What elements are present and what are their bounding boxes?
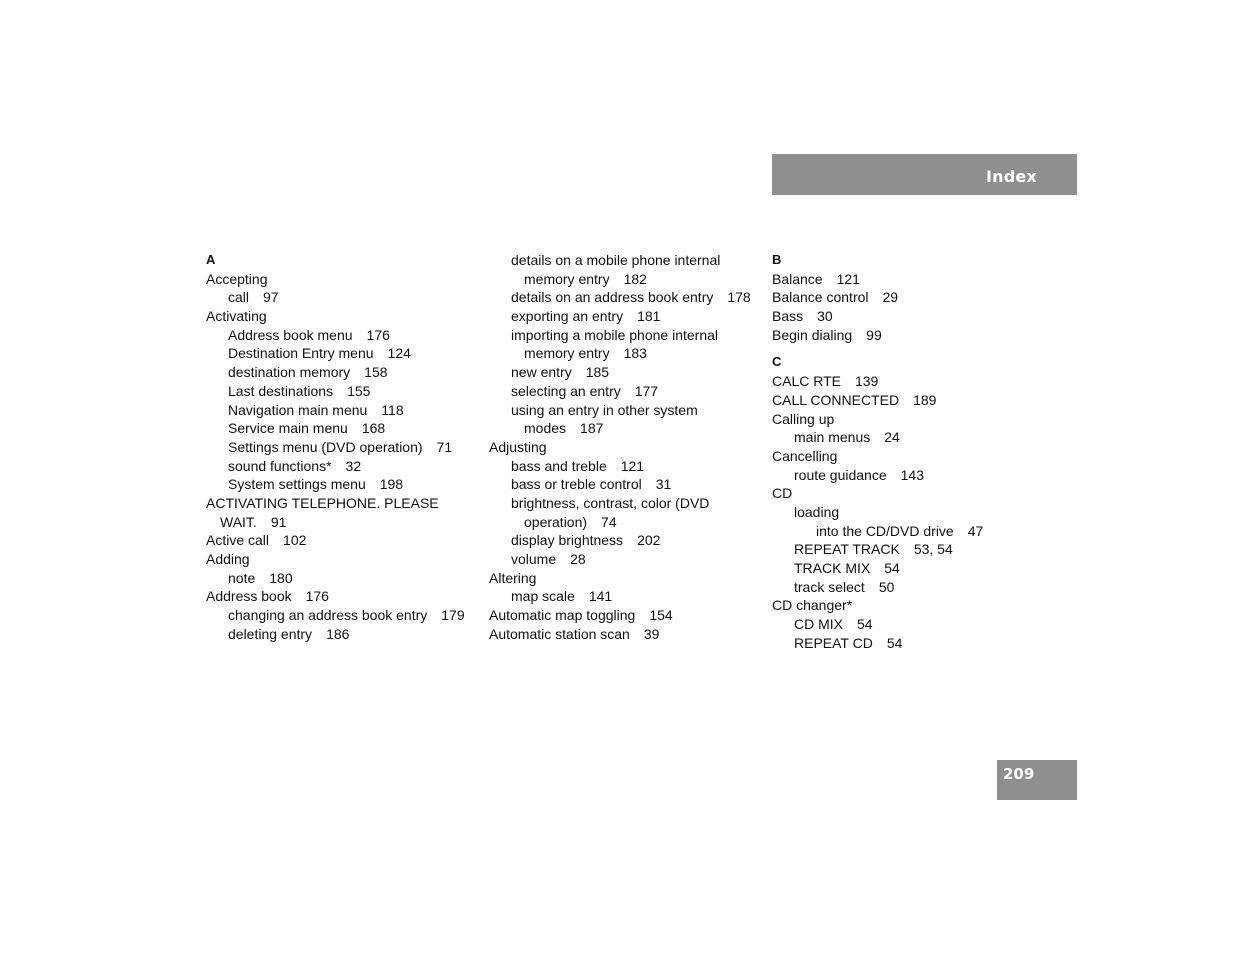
index-entry (206, 475, 476, 494)
index-term: Adding (206, 551, 250, 567)
index-term: Automatic station scan (489, 625, 630, 642)
index-entry (489, 251, 764, 270)
index-page-ref: 176 (366, 326, 390, 343)
index-entry (206, 569, 476, 588)
index-entry (772, 391, 1032, 410)
index-entry (489, 326, 764, 345)
index-entry (489, 401, 764, 420)
index-term: System settings menu (228, 476, 366, 493)
index-term: Active call (206, 532, 270, 549)
index-entry (489, 382, 764, 401)
index-term: Accepting (206, 270, 268, 287)
index-page-ref: 50 (878, 578, 895, 595)
index-entry (772, 596, 1032, 615)
index-entry (206, 625, 476, 644)
index-page-ref: 54 (857, 616, 873, 633)
index-page-ref: 97 (263, 289, 279, 306)
index-page-ref: 182 (623, 270, 647, 287)
index-term: details on a mobile phone internal (511, 252, 721, 268)
index-entry (489, 363, 764, 382)
index-page-ref: 183 (623, 345, 647, 362)
index-term: CALC RTE (772, 373, 841, 390)
index-header-band (772, 154, 1077, 195)
index-entry (206, 382, 476, 401)
index-entry (206, 457, 476, 476)
index-term: Automatic map toggling (489, 607, 636, 624)
index-page-ref: 102 (283, 532, 307, 549)
index-entry (489, 587, 764, 606)
index-letter-heading (772, 251, 1032, 270)
index-term: Cancelling (772, 447, 838, 464)
index-term: exporting an entry (511, 308, 624, 325)
index-page-ref: 143 (900, 466, 924, 483)
index-term: Address book menu (228, 326, 353, 343)
index-term: using an entry in other system (511, 401, 698, 418)
index-term: volume (511, 551, 557, 567)
page-number: 209 (1003, 765, 1035, 783)
index-entry (772, 559, 1032, 578)
index-column-2 (489, 251, 764, 643)
index-page-ref: 181 (637, 308, 661, 325)
index-entry (489, 457, 764, 476)
index-term: CD changer* (772, 597, 853, 614)
index-page-ref: 189 (913, 391, 937, 408)
index-term: Settings menu (DVD operation) (228, 438, 423, 455)
index-entry (206, 606, 476, 625)
index-page-ref: 54 (886, 634, 903, 651)
index-page-ref: 139 (854, 373, 879, 390)
index-entry (489, 531, 764, 550)
index-page-ref: 141 (588, 588, 613, 605)
index-page-ref: 121 (836, 270, 860, 287)
index-page-ref: 154 (649, 607, 673, 624)
index-page-ref: 118 (381, 401, 404, 418)
index-term: details on an address book entry (511, 289, 714, 306)
index-entry (206, 419, 476, 438)
index-term: memory entry (524, 345, 610, 362)
index-entry (772, 428, 1032, 447)
index-entry (772, 634, 1032, 653)
index-term: note (228, 569, 256, 586)
index-term: importing a mobile phone internal (511, 326, 719, 343)
index-entry (489, 438, 764, 457)
index-page-ref: 32 (345, 457, 362, 474)
index-entry (772, 326, 1032, 345)
index-page-ref: 99 (866, 326, 882, 343)
index-page-ref: 180 (269, 569, 293, 586)
index-entry (489, 550, 764, 569)
index-page-ref: 202 (637, 532, 661, 549)
index-entry (206, 326, 476, 345)
index-term: call (228, 289, 250, 306)
index-term: CD MIX (794, 616, 843, 633)
index-term: memory entry (524, 270, 610, 287)
index-page-ref: 47 (967, 522, 984, 539)
index-entry (489, 288, 764, 307)
index-term: destination memory (228, 364, 351, 381)
index-page-ref: 187 (580, 420, 604, 437)
index-page-ref: 155 (347, 382, 371, 399)
index-entry (489, 606, 764, 625)
index-term: deleting entry (228, 625, 313, 642)
index-entry (772, 372, 1032, 391)
index-term: TRACK MIX (794, 560, 871, 576)
index-entry (489, 625, 764, 644)
index-entry (206, 550, 476, 569)
index-term: WAIT. (220, 513, 257, 530)
index-term: Balance (772, 270, 823, 287)
index-term: Adjusting (489, 438, 547, 455)
index-page-ref: 198 (379, 476, 404, 493)
letter-heading-text: A (206, 252, 216, 267)
index-entry (772, 288, 1032, 307)
index-term: selecting an entry (511, 382, 621, 399)
index-entry (772, 270, 1032, 289)
index-entry (489, 513, 764, 532)
index-page-ref: 91 (270, 513, 287, 530)
index-entry (206, 531, 476, 550)
index-term: ACTIVATING TELEPHONE. PLEASE (206, 494, 439, 511)
index-term: Bass (772, 308, 804, 325)
index-entry (772, 410, 1032, 429)
index-entry (206, 587, 476, 606)
index-term: Begin dialing (772, 326, 853, 343)
index-term: main menus (794, 429, 871, 446)
index-term: brightness, contrast, color (DVD (511, 494, 710, 511)
index-term: CALL CONNECTED (772, 391, 900, 408)
index-entry (206, 513, 476, 532)
index-page-ref: 31 (655, 476, 672, 493)
index-entry (206, 288, 476, 307)
index-header-title: Index (986, 167, 1037, 186)
index-term: bass and treble (511, 457, 607, 474)
index-term: Calling up (772, 410, 835, 427)
index-term: track select (794, 578, 865, 595)
index-page-ref: 186 (326, 625, 350, 642)
index-term: Destination Entry menu (228, 345, 374, 362)
index-term: sound functions* (228, 457, 332, 474)
index-entry (206, 494, 476, 513)
index-page-ref: 71 (436, 438, 453, 455)
index-term: Address book (206, 588, 292, 605)
index-page-ref: 121 (620, 457, 645, 474)
index-term: Service main menu (228, 420, 348, 437)
letter-heading-text: C (772, 354, 782, 370)
index-page-ref: 178 (727, 289, 751, 306)
page-number-box (997, 760, 1077, 800)
index-entry (772, 307, 1032, 326)
index-page-ref: 168 (361, 420, 386, 437)
index-page-ref: 53, 54 (913, 541, 953, 558)
index-term: Altering (489, 569, 537, 586)
index-term: changing an address book entry (228, 607, 428, 624)
index-term: route guidance (794, 466, 887, 483)
index-term: REPEAT TRACK (794, 541, 900, 558)
index-term: display brightness (511, 532, 624, 549)
index-page-ref: 29 (882, 289, 899, 306)
index-entry (772, 503, 1032, 522)
index-term: CD (772, 485, 793, 502)
index-entry (206, 363, 476, 382)
index-entry (489, 344, 764, 363)
index-page-ref: 185 (585, 364, 610, 381)
index-entry (489, 270, 764, 289)
index-term: operation) (524, 513, 588, 530)
index-entry (772, 522, 1032, 541)
index-entry (489, 475, 764, 494)
index-term: new entry (511, 364, 572, 381)
index-entry (489, 307, 764, 326)
index-entry (772, 484, 1032, 503)
index-page-ref: 24 (884, 429, 900, 446)
index-term: Activating (206, 308, 267, 325)
letter-heading-text: B (772, 252, 782, 267)
index-entry (206, 270, 476, 289)
index-entry (772, 615, 1032, 634)
index-page-ref: 179 (441, 607, 465, 624)
index-page-ref: 39 (643, 625, 660, 642)
index-term: REPEAT CD (794, 634, 873, 651)
index-term: bass or treble control (511, 476, 642, 493)
index-letter-heading (772, 353, 1032, 372)
index-term: Balance control (772, 289, 869, 306)
index-page-ref: 158 (364, 364, 388, 381)
index-entry (206, 401, 476, 420)
index-term: into the CD/DVD drive (816, 522, 954, 539)
index-page-ref: 30 (817, 308, 833, 325)
index-term: map scale (511, 588, 575, 605)
index-entry (206, 307, 476, 326)
index-term: Last destinations (228, 382, 334, 399)
index-term: Navigation main menu (228, 401, 368, 418)
index-entry (489, 569, 764, 588)
index-column-1 (206, 251, 476, 643)
index-term: modes (524, 420, 567, 437)
index-entry (772, 466, 1032, 485)
index-entry (772, 578, 1032, 597)
index-entry (206, 438, 476, 457)
index-column-3 (772, 251, 1032, 652)
index-entry (772, 447, 1032, 466)
index-page-ref: 28 (570, 551, 586, 567)
index-page-ref: 176 (305, 588, 329, 605)
index-term: loading (794, 503, 840, 520)
index-entry (489, 494, 764, 513)
index-page-ref: 124 (387, 345, 411, 362)
index-entry (206, 344, 476, 363)
index-page-ref: 177 (634, 382, 659, 399)
index-page-ref: 74 (601, 513, 617, 530)
index-entry (772, 540, 1032, 559)
index-letter-heading (206, 251, 476, 270)
index-entry (489, 419, 764, 438)
index-page-ref: 54 (884, 560, 900, 576)
